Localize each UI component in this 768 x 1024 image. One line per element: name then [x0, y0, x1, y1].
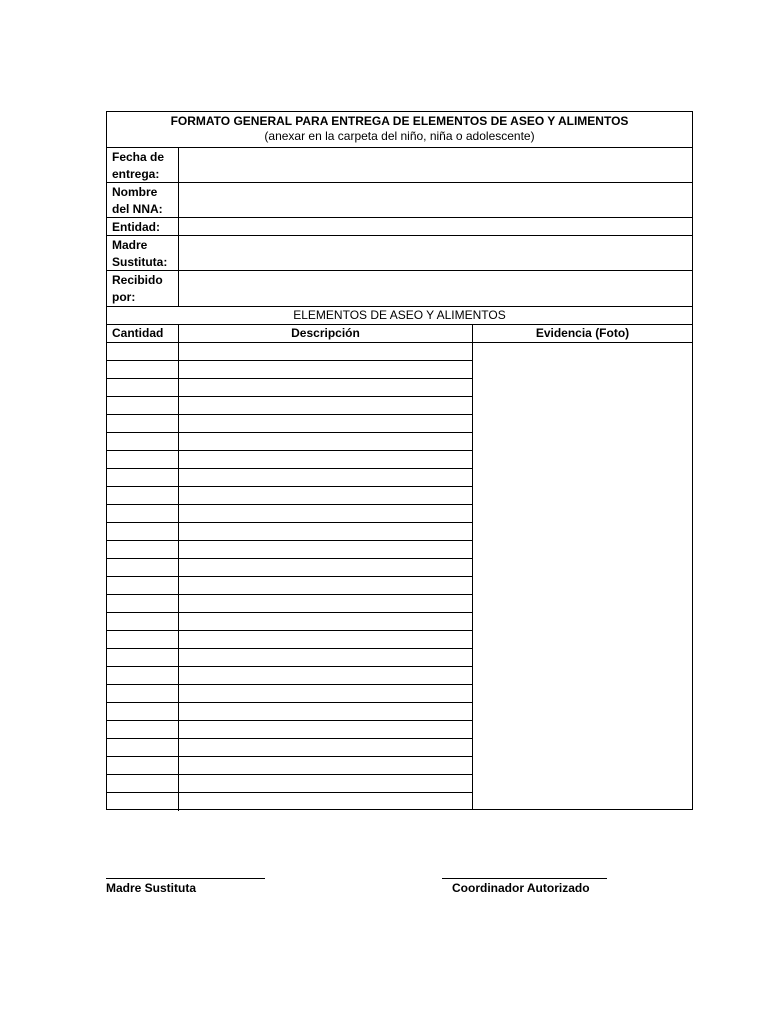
description-cell[interactable]: [179, 793, 472, 811]
table-row: [107, 559, 472, 577]
quantity-cell[interactable]: [107, 685, 179, 702]
quantity-cell[interactable]: [107, 703, 179, 720]
description-cell[interactable]: [179, 577, 472, 594]
field-label-entity: Entidad:: [107, 218, 179, 235]
signature-label-left: Madre Sustituta: [106, 881, 197, 895]
quantity-cell[interactable]: [107, 379, 179, 396]
description-cell[interactable]: [179, 487, 472, 504]
section-title: ELEMENTOS DE ASEO Y ALIMENTOS: [293, 308, 506, 322]
quantity-cell[interactable]: [107, 649, 179, 666]
quantity-cell[interactable]: [107, 397, 179, 414]
description-cell[interactable]: [179, 739, 472, 756]
items-header-row: [107, 325, 692, 343]
quantity-cell[interactable]: [107, 469, 179, 486]
description-cell[interactable]: [179, 631, 472, 648]
description-cell[interactable]: [179, 613, 472, 630]
field-row-delivery-date: [107, 148, 692, 183]
table-row: [107, 739, 472, 757]
field-value-entity[interactable]: [179, 218, 692, 235]
table-row: [107, 415, 472, 433]
description-cell[interactable]: [179, 721, 472, 738]
signature-line-right: [442, 878, 607, 879]
description-cell[interactable]: [179, 433, 472, 450]
field-value-substitute-mother[interactable]: [179, 236, 692, 270]
quantity-cell[interactable]: [107, 721, 179, 738]
table-row: [107, 379, 472, 397]
table-row: [107, 541, 472, 559]
table-row: [107, 469, 472, 487]
evidence-photo-box[interactable]: [473, 343, 692, 809]
table-row: [107, 487, 472, 505]
quantity-cell[interactable]: [107, 793, 179, 811]
items-area: [107, 343, 692, 809]
description-cell[interactable]: [179, 379, 472, 396]
quantity-cell[interactable]: [107, 523, 179, 540]
quantity-cell[interactable]: [107, 541, 179, 558]
table-row: [107, 523, 472, 541]
field-label-substitute-mother: Madre Sustituta:: [107, 236, 179, 270]
table-row: [107, 397, 472, 415]
description-cell[interactable]: [179, 703, 472, 720]
table-row: [107, 613, 472, 631]
table-row: [107, 505, 472, 523]
description-cell[interactable]: [179, 757, 472, 774]
table-row: [107, 703, 472, 721]
table-row: [107, 343, 472, 361]
table-row: [107, 667, 472, 685]
description-cell[interactable]: [179, 559, 472, 576]
table-row: [107, 595, 472, 613]
signature-label-right: Coordinador Autorizado: [452, 881, 590, 895]
description-cell[interactable]: [179, 397, 472, 414]
table-row: [107, 775, 472, 793]
form-subtitle: (anexar en la carpeta del niño, niña o adolescente): [264, 129, 535, 143]
table-row: [107, 451, 472, 469]
description-cell[interactable]: [179, 523, 472, 540]
description-cell[interactable]: [179, 361, 472, 378]
field-value-child-name[interactable]: [179, 183, 692, 217]
description-cell[interactable]: [179, 469, 472, 486]
description-cell[interactable]: [179, 505, 472, 522]
quantity-cell[interactable]: [107, 415, 179, 432]
table-row: [107, 757, 472, 775]
description-cell[interactable]: [179, 451, 472, 468]
quantity-cell[interactable]: [107, 343, 179, 360]
quantity-cell[interactable]: [107, 577, 179, 594]
field-row-received-by: [107, 271, 692, 307]
quantity-cell[interactable]: [107, 739, 179, 756]
field-row-substitute-mother: [107, 236, 692, 271]
table-row: [107, 685, 472, 703]
table-row: [107, 793, 472, 811]
description-cell[interactable]: [179, 541, 472, 558]
description-cell[interactable]: [179, 343, 472, 360]
description-cell[interactable]: [179, 595, 472, 612]
quantity-cell[interactable]: [107, 775, 179, 792]
table-row: [107, 577, 472, 595]
description-cell[interactable]: [179, 775, 472, 792]
column-header-quantity: Cantidad: [107, 325, 179, 342]
column-header-evidence: Evidencia (Foto): [535, 326, 630, 340]
items-grid: [107, 343, 473, 809]
quantity-cell[interactable]: [107, 451, 179, 468]
field-row-entity: [107, 218, 692, 236]
column-header-description: Descripción: [179, 325, 473, 342]
field-row-child-name: [107, 183, 692, 218]
quantity-cell[interactable]: [107, 667, 179, 684]
section-title-row: [107, 307, 692, 325]
quantity-cell[interactable]: [107, 757, 179, 774]
signature-substitute-mother: [106, 878, 265, 895]
delivery-form-table: [106, 111, 693, 810]
quantity-cell[interactable]: [107, 505, 179, 522]
signature-line-left: [106, 878, 265, 879]
quantity-cell[interactable]: [107, 595, 179, 612]
field-value-delivery-date[interactable]: [179, 148, 692, 182]
quantity-cell[interactable]: [107, 361, 179, 378]
quantity-cell[interactable]: [107, 487, 179, 504]
table-row: [107, 649, 472, 667]
field-label-received-by: Recibido por:: [107, 271, 179, 306]
table-row: [107, 361, 472, 379]
form-title-row: [107, 112, 692, 148]
description-cell[interactable]: [179, 667, 472, 684]
description-cell[interactable]: [179, 685, 472, 702]
signature-coordinator: [442, 878, 607, 895]
table-row: [107, 721, 472, 739]
quantity-cell[interactable]: [107, 559, 179, 576]
description-cell[interactable]: [179, 649, 472, 666]
table-row: [107, 433, 472, 451]
field-value-received-by[interactable]: [179, 271, 692, 306]
quantity-cell[interactable]: [107, 631, 179, 648]
table-row: [107, 631, 472, 649]
quantity-cell[interactable]: [107, 613, 179, 630]
description-cell[interactable]: [179, 415, 472, 432]
quantity-cell[interactable]: [107, 433, 179, 450]
form-title: FORMATO GENERAL PARA ENTREGA DE ELEMENTOS DE ASEO Y ALIMENTOS: [170, 114, 629, 128]
field-label-delivery-date: Fecha de entrega:: [107, 148, 179, 182]
field-label-child-name: Nombre del NNA:: [107, 183, 179, 217]
